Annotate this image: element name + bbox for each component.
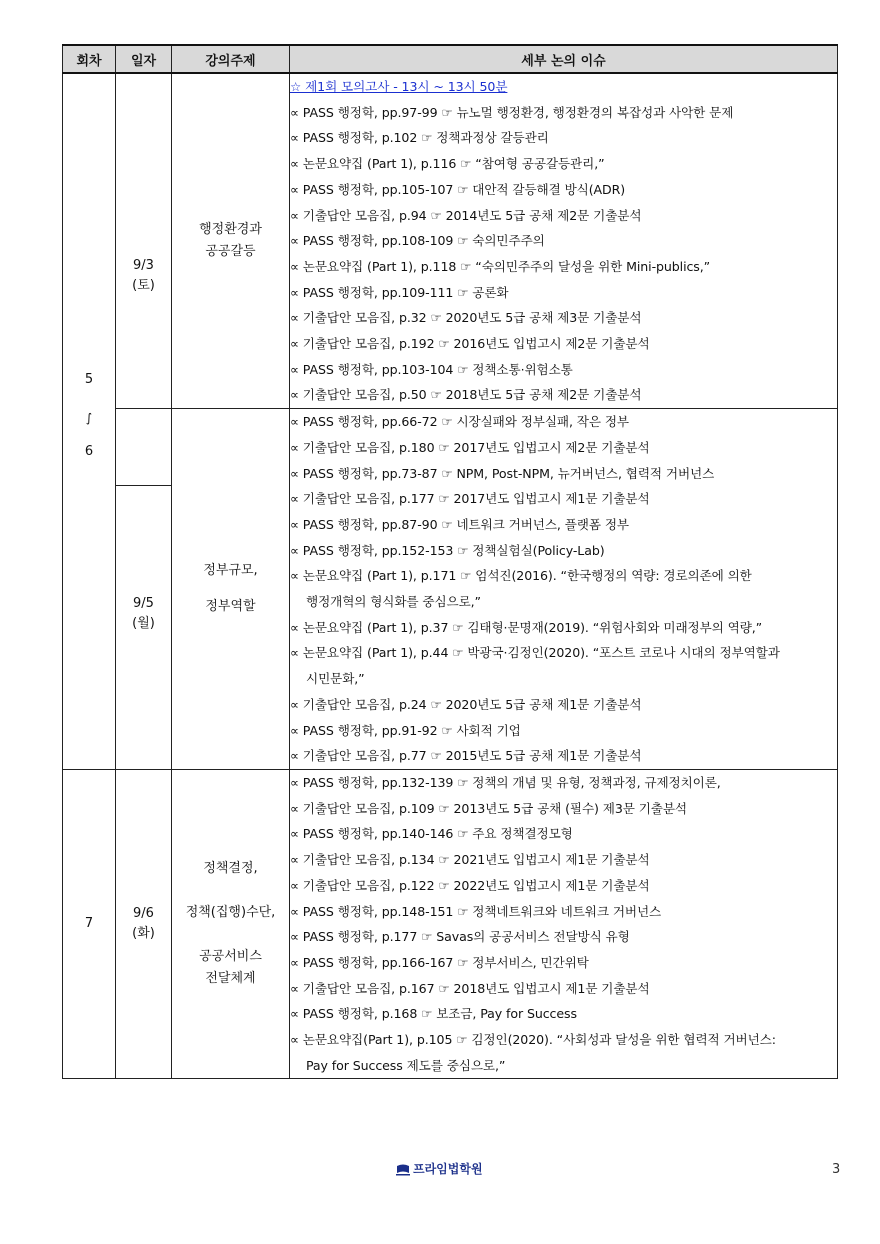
topic-line: 전달체계 — [205, 971, 256, 987]
topic-cell-2 — [172, 409, 290, 770]
list-item: ∝ PASS 행정학, pp.140-146 ☞ 주요 정책결정모형 — [290, 826, 573, 842]
topic-line: 정책(집행)수단, — [185, 905, 276, 921]
list-item: ∝ 논문요약집 (Part 1), p.44 ☞ 박광국·김정인(2020). “포스트 코로나 시대의 정부역할과 — [290, 645, 780, 661]
round-number: 5 — [84, 372, 94, 387]
academy-logo-icon — [396, 1164, 410, 1176]
list-item: ∝ PASS 행정학, p.102 ☞ 정책과정상 갈등관리 — [290, 130, 549, 146]
list-item: ∝ PASS 행정학, pp.97-99 ☞ 뉴노멀 행정환경, 행정환경의 복잡성과 사악한 문제 — [290, 104, 734, 120]
list-item: ∝ PASS 행정학, pp.87-90 ☞ 네트워크 거버넌스, 플랫폼 정부 — [290, 516, 629, 532]
academy-name: 프라임법학원 — [413, 1162, 483, 1176]
topic-line: 정책결정, — [203, 861, 258, 877]
list-item: ∝ PASS 행정학, pp.91-92 ☞ 사회적 기업 — [290, 722, 521, 738]
date-text: 9/6 — [133, 906, 154, 922]
list-item: ∝ 논문요약집(Part 1), p.105 ☞ 김정인(2020). “사회성과 달성을 위한 협력적 거버넌스: — [290, 1032, 776, 1048]
list-item-continuation: 행정개혁의 형식화를 중심으로,” — [306, 594, 481, 610]
round-number: 7 — [84, 916, 94, 932]
issues-cell-3 — [290, 769, 838, 1078]
list-item-continuation: Pay for Success 제도를 중심으로,” — [306, 1057, 506, 1073]
topic-line: 공공서비스 — [199, 949, 262, 965]
topic-line: 행정환경과 — [199, 222, 262, 238]
topic-cell-1 — [172, 73, 290, 409]
list-item: ∝ PASS 행정학, pp.73-87 ☞ NPM, Post-NPM, 뉴거버넌스, 협력적 거버넌스 — [290, 465, 715, 481]
list-item: ∝ 기출답안 모음집, p.24 ☞ 2020년도 5급 공채 제1문 기출분석 — [290, 696, 642, 712]
topic-line: 정부역할 — [205, 599, 256, 615]
list-item: ∝ 기출답안 모음집, p.180 ☞ 2017년도 입법고시 제2문 기출분석 — [290, 439, 650, 455]
schedule-table — [62, 44, 838, 1079]
weekday-text: (월) — [132, 616, 155, 632]
list-item: ∝ 기출답안 모음집, p.94 ☞ 2014년도 5급 공채 제2문 기출분석 — [290, 207, 642, 223]
header-round: 회차 — [63, 45, 116, 73]
round-number: 6 — [84, 444, 94, 459]
list-item: ∝ PASS 행정학, pp.108-109 ☞ 숙의민주주의 — [290, 233, 545, 249]
issue-list — [290, 74, 837, 408]
footer-logo — [396, 1160, 483, 1177]
date-text: 9/5 — [133, 596, 154, 612]
list-item: ∝ 기출답안 모음집, p.77 ☞ 2015년도 5급 공채 제1문 기출분석 — [290, 748, 642, 764]
topic-cell-3 — [172, 769, 290, 1078]
list-item: ∝ PASS 행정학, pp.103-104 ☞ 정책소통·위험소통 — [290, 361, 573, 377]
list-item: ∝ 기출답안 모음집, p.192 ☞ 2016년도 입법고시 제2문 기출분석 — [290, 336, 650, 352]
list-item: ∝ 기출답안 모음집, p.167 ☞ 2018년도 입법고시 제1문 기출분석 — [290, 980, 650, 996]
table-header-row — [63, 45, 838, 73]
table-row — [63, 73, 838, 409]
list-item: ∝ 논문요약집 (Part 1), p.37 ☞ 김태형·문명재(2019). “위험사회와 미래정부의 역량,” — [290, 619, 763, 635]
mock-exam-note: ☆ 제1회 모의고사 - 13시 ~ 13시 50분 — [290, 79, 508, 94]
weekday-text: (화) — [132, 926, 155, 942]
header-topic: 강의주제 — [172, 45, 290, 73]
issues-cell-2 — [290, 409, 838, 770]
list-item: ∝ PASS 행정학, pp.132-139 ☞ 정책의 개념 및 유형, 정책과정, 규제정치이론, — [290, 774, 721, 790]
round-range-mark: ∫ — [85, 411, 93, 425]
header-issues: 세부 논의 이슈 — [290, 45, 838, 73]
list-item: ∝ 논문요약집 (Part 1), p.171 ☞ 엄석진(2016). “한국행정의 역량: 경로의존에 의한 — [290, 568, 752, 584]
header-date: 일자 — [116, 45, 172, 73]
round-cell-5-6 — [63, 73, 116, 769]
list-item: ∝ 논문요약집 (Part 1), p.118 ☞ “숙의민주주의 달성을 위한 Mini-publics,” — [290, 258, 711, 274]
topic-line: 공공갈등 — [205, 244, 256, 260]
date-cell-9-3 — [116, 73, 172, 409]
issue-list — [290, 409, 837, 769]
list-item: ∝ PASS 행정학, pp.109-111 ☞ 공론화 — [290, 284, 509, 300]
list-item: ∝ 기출답안 모음집, p.122 ☞ 2022년도 입법고시 제1문 기출분석 — [290, 877, 650, 893]
issues-cell-1 — [290, 73, 838, 409]
list-item: ∝ 논문요약집 (Part 1), p.116 ☞ “참여형 공공갈등관리,” — [290, 156, 605, 172]
table-row — [63, 409, 838, 770]
list-item: ∝ 기출답안 모음집, p.134 ☞ 2021년도 입법고시 제1문 기출분석 — [290, 852, 650, 868]
list-item: ∝ 기출답안 모음집, p.32 ☞ 2020년도 5급 공채 제3문 기출분석 — [290, 310, 642, 326]
date-cell-9-6 — [116, 769, 172, 1078]
list-item: ∝ 기출답안 모음집, p.177 ☞ 2017년도 입법고시 제1문 기출분석 — [290, 491, 650, 507]
list-item: ∝ PASS 행정학, p.168 ☞ 보조금, Pay for Success — [290, 1006, 577, 1022]
issue-list — [290, 770, 837, 1078]
list-item: ∝ PASS 행정학, p.177 ☞ Savas의 공공서비스 전달방식 유형 — [290, 929, 630, 945]
list-item: ∝ PASS 행정학, pp.66-72 ☞ 시장실패와 정부실패, 작은 정부 — [290, 414, 629, 430]
list-item: ∝ 기출답안 모음집, p.50 ☞ 2018년도 5급 공채 제2문 기출분석 — [290, 387, 642, 403]
topic-line: 정부규모, — [203, 563, 258, 579]
list-item-continuation: 시민문화,” — [306, 671, 365, 687]
list-item: ∝ PASS 행정학, pp.148-151 ☞ 정책네트워크와 네트워크 거버넌스 — [290, 903, 662, 919]
date-cell-9-5 — [116, 409, 172, 770]
page-number: 3 — [832, 1162, 841, 1177]
list-item: ∝ PASS 행정학, pp.152-153 ☞ 정책실험실(Policy-Lab) — [290, 542, 605, 558]
date-text: 9/3 — [133, 258, 154, 274]
list-item: ∝ 기출답안 모음집, p.109 ☞ 2013년도 5급 공채 (필수) 제3문 기출분석 — [290, 800, 687, 816]
weekday-text: (토) — [132, 278, 155, 294]
table-row — [63, 769, 838, 1078]
round-cell-7 — [63, 769, 116, 1078]
list-item: ∝ PASS 행정학, pp.166-167 ☞ 정부서비스, 민간위탁 — [290, 954, 589, 970]
list-item: ∝ PASS 행정학, pp.105-107 ☞ 대안적 갈등해결 방식(ADR) — [290, 181, 626, 197]
